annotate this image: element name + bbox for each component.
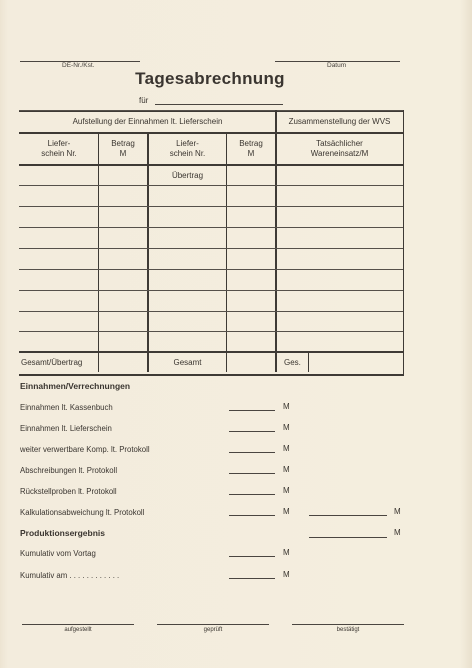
col-header-betrag-2	[227, 139, 275, 159]
produktion-total-unit: M	[394, 528, 401, 537]
fuer-field[interactable]	[155, 104, 283, 105]
table-row-line	[19, 248, 403, 249]
table-row-line	[19, 206, 403, 207]
einnahmen-row-label: Kalkulationsabweichung lt. Protokoll	[20, 508, 145, 517]
produktion-row-unit: M	[283, 548, 290, 557]
einnahmen-total-field[interactable]	[309, 515, 387, 516]
einnahmen-title: Einnahmen/Verrechnungen	[20, 381, 131, 391]
footer-gesamt-uebertrag: Gesamt/Übertrag	[21, 358, 83, 367]
signature-bestaetigt-label: bestätigt	[336, 627, 360, 633]
col-header-wareneinsatz-line2: Wareneinsatz/M	[310, 149, 369, 158]
einnahmen-row-label: weiter verwertbare Komp. lt. Protokoll	[20, 445, 150, 454]
table-row-line	[19, 185, 403, 186]
col-header-wareneinsatz	[277, 139, 402, 159]
table-row-line	[19, 290, 403, 291]
einnahmen-row-unit: M	[283, 444, 290, 453]
col-header-wareneinsatz-line1: Tatsächlicher	[316, 139, 363, 148]
signature-aufgestellt-line[interactable]	[22, 624, 134, 625]
col-header-liefer-2	[149, 139, 226, 159]
einnahmen-row-label: Rückstellproben lt. Protokoll	[20, 487, 117, 496]
table-header-divider	[19, 164, 403, 166]
einnahmen-row-unit: M	[283, 507, 290, 516]
datum-label: Datum	[327, 62, 347, 69]
produktion-total-field[interactable]	[309, 537, 387, 538]
col-divider-ges	[308, 351, 309, 372]
col-header-betrag-2-line1: Betrag	[239, 139, 263, 148]
table-row-line	[19, 331, 403, 332]
produktion-row-label: Kumulativ vom Vortag	[20, 549, 96, 558]
signature-geprueft-line[interactable]	[157, 624, 269, 625]
de-nr-label: DE-Nr./Kst.	[62, 62, 95, 69]
einnahmen-row-field[interactable]	[229, 452, 275, 453]
produktion-row-field[interactable]	[229, 556, 275, 557]
einnahmen-row-unit: M	[283, 465, 290, 474]
signature-bestaetigt-line[interactable]	[292, 624, 404, 625]
table-row-line	[19, 227, 403, 228]
einnahmen-row-field[interactable]	[229, 515, 275, 516]
einnahmen-row-unit: M	[283, 486, 290, 495]
col-header-liefer-1	[20, 139, 98, 159]
einnahmen-row-unit: M	[283, 402, 290, 411]
uebertrag-label: Übertrag	[171, 171, 204, 180]
col-header-betrag-1-line1: Betrag	[111, 139, 135, 148]
einnahmen-row-label: Einnahmen lt. Lieferschein	[20, 424, 112, 433]
page-title: Tagesabrechnung	[135, 69, 285, 88]
einnahmen-row-unit: M	[283, 423, 290, 432]
col-divider-3	[226, 133, 227, 372]
footer-ges: Ges.	[284, 358, 301, 367]
section-left-title: Aufstellung der Einnahmen lt. Lieferschein	[72, 117, 223, 126]
col-header-liefer-2-line2: schein Nr.	[169, 149, 206, 158]
col-header-betrag-2-line2: M	[247, 149, 255, 158]
section-right-title: Zusammenstellung der WVS	[288, 117, 391, 126]
table-row-line	[19, 269, 403, 270]
signature-aufgestellt-label: aufgestellt	[64, 627, 92, 633]
einnahmen-total-unit: M	[394, 507, 401, 516]
table-section-divider	[19, 132, 403, 134]
footer-gesamt: Gesamt	[173, 358, 202, 367]
col-header-betrag-1	[99, 139, 147, 159]
col-header-liefer-1-line1: Liefer-	[47, 139, 71, 148]
col-header-betrag-1-line2: M	[119, 149, 127, 158]
table-footer-divider	[19, 351, 403, 353]
produktion-row-unit: M	[283, 570, 290, 579]
table-top-line	[19, 110, 403, 111]
produktion-row-field[interactable]	[229, 578, 275, 579]
produktion-title: Produktionsergebnis	[20, 528, 106, 538]
col-header-liefer-2-line1: Liefer-	[176, 139, 199, 148]
produktion-row-label: Kumulativ am . . . . . . . . . . . .	[20, 571, 120, 580]
signature-geprueft-label: geprüft	[203, 627, 223, 633]
col-divider-2	[147, 133, 149, 372]
einnahmen-row-field[interactable]	[229, 410, 275, 411]
table-row-line	[19, 311, 403, 312]
einnahmen-row-field[interactable]	[229, 473, 275, 474]
col-header-liefer-1-line2: schein Nr.	[41, 149, 77, 158]
einnahmen-row-field[interactable]	[229, 431, 275, 432]
einnahmen-row-label: Abschreibungen lt. Protokoll	[20, 466, 118, 475]
einnahmen-row-field[interactable]	[229, 494, 275, 495]
fuer-label: für	[139, 96, 149, 105]
col-divider-1	[98, 133, 99, 372]
einnahmen-row-label: Einnahmen lt. Kassenbuch	[20, 403, 113, 412]
